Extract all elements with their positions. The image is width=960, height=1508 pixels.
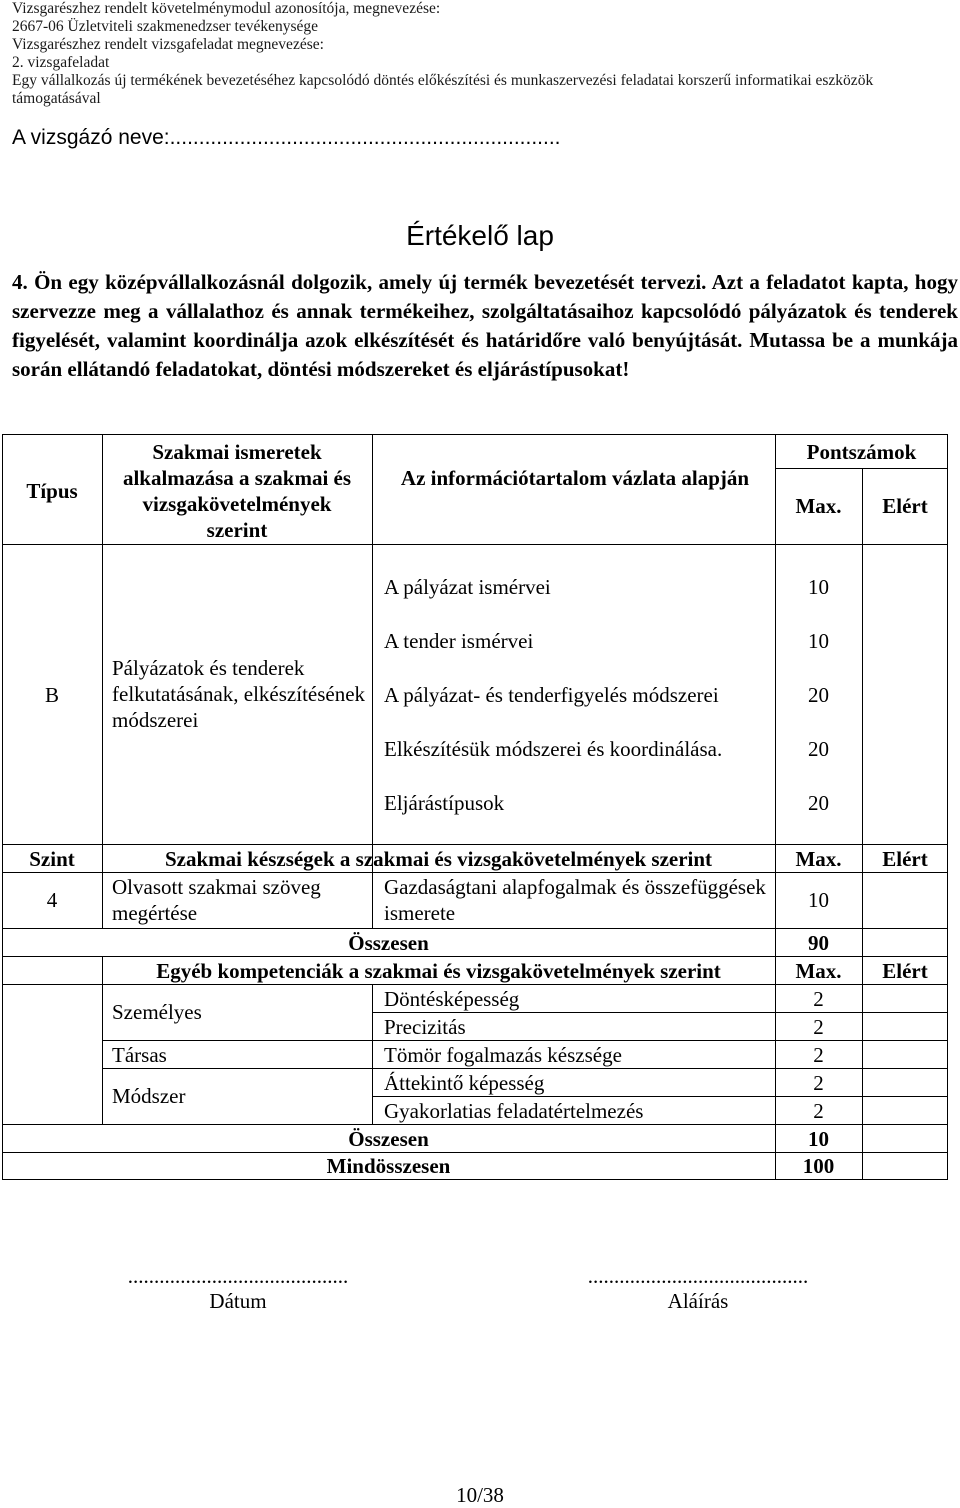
- column-header-max: Max.: [795, 494, 842, 518]
- document-header: [12, 0, 952, 108]
- competency-group-personal: Személyes: [112, 1000, 202, 1024]
- criterion-label: A pályázat- és tenderfigyelés módszerei: [384, 683, 719, 707]
- criterion-label: Elkészítésük módszerei és koordinálása.: [384, 737, 723, 761]
- date-signature-block: [98, 1264, 378, 1314]
- signature-label: Aláírás: [667, 1289, 729, 1313]
- criterion-max: 20: [808, 791, 829, 815]
- competency-label: Áttekintő képesség: [384, 1071, 545, 1095]
- competency-max: 2: [813, 1043, 824, 1067]
- criterion-max: 20: [808, 737, 829, 761]
- header-line: 2667-06 Üzletviteli szakmenedzser tevékenysége: [12, 18, 319, 35]
- skills-heading: Szakmai készségek a szakmai és vizsgakövetelmények szerint: [164, 847, 713, 871]
- column-header-outline: Az információtartalom vázlata alapján: [400, 466, 750, 490]
- page-title: Értékelő lap: [406, 220, 554, 251]
- criterion-label: A tender ismérvei: [384, 629, 534, 653]
- skills-points: 10: [808, 888, 829, 912]
- candidate-name-field: A vizsgázó neve:...................................................................: [12, 126, 561, 149]
- skills-achieved-header: Elért: [882, 847, 928, 871]
- column-header-points: Pontszámok: [806, 440, 917, 464]
- column-header-type: Típus: [26, 479, 78, 503]
- criterion-max: 10: [808, 629, 829, 653]
- task-text: 4. Ön egy középvállalkozásnál dolgozik, amely új termék bevezetését tervezi. Azt a feladatot kapta, hogy szervezze meg a vállalathoz és annak termékeihez, szolgáltatásaihoz kapcsolódó pályázatok és tenderek figyelését, valamint koordinálja azok elkészítését és határidőre való benyújtását. Mutassa be a munkája során ellátandó feladatokat, döntési módszereket és eljárástípusokat!: [12, 270, 958, 381]
- skills-skill: Olvasott szakmai szöveg megértése: [112, 875, 321, 925]
- criterion-label: A pályázat ismérvei: [384, 575, 551, 599]
- criterion-label: Eljárástípusok: [384, 791, 505, 815]
- header-line: Vizsgarészhez rendelt követelménymodul azonosítója, megnevezése:: [12, 0, 441, 17]
- competencies-total-value: 10: [808, 1127, 829, 1151]
- competency-group-social: Társas: [112, 1043, 167, 1067]
- competency-max: 2: [813, 1015, 824, 1039]
- competencies-total-label: Összesen: [348, 1127, 429, 1151]
- criterion-max: 10: [808, 575, 829, 599]
- signature-block: [558, 1264, 838, 1314]
- section-type: B: [44, 683, 59, 707]
- competency-label: Döntésképesség: [384, 987, 520, 1011]
- competency-max: 2: [813, 1071, 824, 1095]
- competency-label: Tömör fogalmazás készsége: [384, 1043, 622, 1067]
- grand-total-label: Mindösszesen: [326, 1154, 451, 1178]
- competency-max: 2: [813, 987, 824, 1011]
- competency-max: 2: [813, 1099, 824, 1123]
- header-line: 2. vizsgafeladat: [12, 54, 110, 71]
- column-header-achieved: Elért: [882, 494, 928, 518]
- subtotal-value: 90: [808, 931, 829, 955]
- competencies-heading: Egyéb kompetenciák a szakmai és vizsgakövetelmények szerint: [156, 959, 721, 983]
- column-header-knowledge: Szakmai ismeretek alkalmazása a szakmai és vizsgakövetelmények szerint: [122, 440, 352, 542]
- competency-group-method: Módszer: [112, 1084, 186, 1108]
- header-line: Vizsgarészhez rendelt vizsgafeladat megnevezése:: [12, 36, 324, 53]
- skills-level: 4: [46, 888, 58, 912]
- header-line: támogatásával: [12, 90, 101, 107]
- section-topic: Pályázatok és tenderek felkutatásának, elkészítésének módszerei: [112, 656, 366, 732]
- grand-total-value: 100: [802, 1154, 835, 1178]
- subtotal-label: Összesen: [348, 931, 429, 955]
- skills-max-header: Max.: [795, 847, 842, 871]
- signature-dots: ..........................................: [587, 1264, 809, 1288]
- page-number: 10/38: [456, 1483, 504, 1507]
- task-description: [12, 268, 958, 384]
- competencies-max-header: Max.: [795, 959, 842, 983]
- criterion-max: 20: [808, 683, 829, 707]
- date-dots: ..........................................: [127, 1264, 349, 1288]
- competencies-achieved-header: Elért: [882, 959, 928, 983]
- date-label: Dátum: [209, 1289, 267, 1313]
- header-line: Egy vállalkozás új termékének bevezetéséhez kapcsolódó döntés előkészítési és munkaszervezési feladatai korszerű informatikai eszközök: [12, 72, 874, 89]
- competency-label: Precizitás: [384, 1015, 466, 1039]
- skills-level-header: Szint: [29, 847, 75, 871]
- competency-label: Gyakorlatias feladatértelmezés: [384, 1099, 644, 1123]
- skills-content: Gazdaságtani alapfogalmak és összefüggések ismerete: [384, 875, 766, 925]
